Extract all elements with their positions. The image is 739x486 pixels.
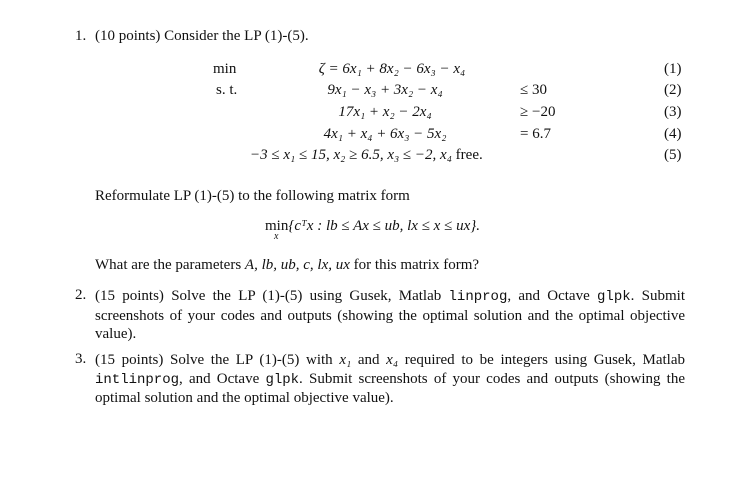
constraint-rhs: ≤ 30 bbox=[520, 82, 547, 98]
q3-text: (15 points) Solve the LP (1)-(5) with x₁ and x₄ required to be integers using Gusek, Matlab intlinprog, and Octave glpk. Submit screenshots of your codes and outputs (showing the optimal solution and the optimal objective value). bbox=[95, 352, 686, 406]
constraint-lhs: 9x₁ − x₃ + 3x₂ − x₄ bbox=[327, 82, 443, 98]
eq-tag-5: (5) bbox=[664, 147, 682, 163]
matrix-form: min x {cᵀx : lb ≤ Ax ≤ ub, lx ≤ x ≤ ux}. bbox=[265, 218, 480, 242]
eq-tag-1: (1) bbox=[664, 61, 682, 77]
constraint-rhs: = 6.7 bbox=[520, 126, 551, 142]
q3-number: 3. bbox=[75, 351, 87, 367]
q1-intro: (10 points) Consider the LP (1)-(5). bbox=[95, 28, 309, 44]
reformulate-text: Reformulate LP (1)-(5) to the following matrix form bbox=[95, 188, 410, 204]
eq-tag-2: (2) bbox=[664, 82, 682, 98]
constraint-lhs: 4x₁ + x₄ + 6x₃ − 5x₂ bbox=[323, 126, 447, 142]
min-label: min bbox=[213, 61, 237, 77]
eq-tag-3: (3) bbox=[664, 104, 682, 120]
constraint-lhs: 17x₁ + x₂ − 2x₄ bbox=[338, 104, 432, 120]
parameters-question: What are the parameters A, lb, ub, c, lx, ux for this matrix form? bbox=[95, 257, 480, 273]
q2-text: (15 points) Solve the LP (1)-(5) using Gusek, Matlab linprog, and Octave glpk. Submit screenshots of your codes and outputs (showing the optimal solution and the optimal objective value). bbox=[95, 288, 685, 342]
constraint-rhs: ≥ −20 bbox=[520, 104, 556, 120]
st-label: s. t. bbox=[216, 82, 238, 98]
q2-number: 2. bbox=[75, 287, 87, 303]
q1-number: 1. bbox=[75, 28, 87, 44]
eq-tag-4: (4) bbox=[664, 126, 682, 142]
variable-bounds: −3 ≤ x₁ ≤ 15, x₂ ≥ 6.5, x₃ ≤ −2, x₄ free. bbox=[250, 147, 483, 163]
objective: ζ = 6x₁ + 8x₂ − 6x₃ − x₄ bbox=[318, 61, 466, 77]
